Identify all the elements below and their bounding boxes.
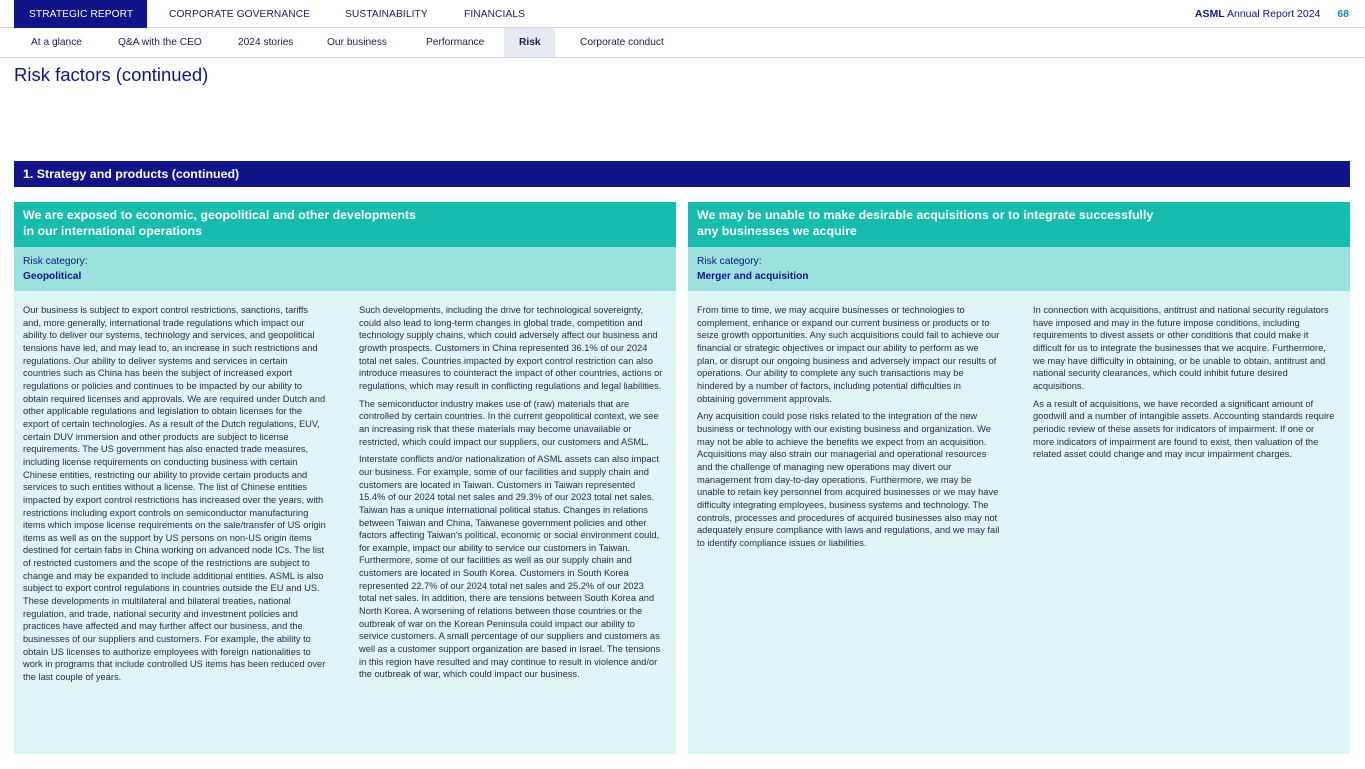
paragraph: Interstate conflicts and/or nationalization of ASML assets can also impact our business. For example, some of our facilities and supply chain and customers are located in Taiwan. Customers in Taiwan represented 15.4% of our 2024 total net sales and 29.3% of our 2023 total net sales. Taiwan has a unique international political status. Changes in relations between Taiwan and China, Taiwanese government policies and other factors affecting Taiwan's political, economic or social environment could, for example, impact our ability to service our customers in Taiwan. Furthermore, some of our facilities as well as our supply chain and customers are located in South Korea. Customers in South Korea represented 22.7% of our 2024 total net sales and 25.2% of our 2023 total net sales. In addition, there are tensions between South Korea and North Korea. A worsening of relations between those countries or the outbreak of war on the Korean Peninsula could impact our ability to service customers. A small percentage of our suppliers and customers as well as a customer support organization are based in Israel. The tensions in this region have resulted and may continue to result in violence and/or the outbreak of war, which could impact our business. xyxy=(359,454,661,680)
paragraph: Our business is subject to export control restrictions, sanctions, tariffs and, more generally, international trade regulations which impact our ability to deliver our systems, technology and services, and geopolitical tensions have led, and may lead to, an increase in such restrictions and regulations. Our ability to deliver systems and services in certain countries such as China has been the subject of increased export regulations or policies and continues to be impacted by our ability to obtain required licenses and approvals. We are required under Dutch and other applicable regulations and legislation to obtain licenses for the export of certain technologies. As a result of the Dutch regulations, EUV, certain DUV immersion and other products are subject to license requirements. The US government has also enacted trade measures, including license requirements on conducting business with certain Chinese entities, restricting our ability to provide certain products and services to such entities without a license. The list of Chinese entities impacted by export control restrictions has increased over the years, with restrictions including export controls on semiconductor manufacturing items which impose license requirements on the sale/transfer of US origin items as well as on the support by US persons on non-US origin items destined for certain fabs in China working on advanced node ICs. The list of restricted customers and the scope of the restrictions are subject to change and may be expanded to include additional entities. ASML is also subject to export control regulations in countries outside the EU and US. These developments in multilateral and bilateral treaties, national regulation, and trade, national security and investment policies and practices have affected and may further affect our business, and the businesses of our suppliers and customers. For example, the ability to obtain US licenses to authorize employees with foreign nationalities to work in programs that include controlled US items has been reduced over the last couple of years. xyxy=(23,305,326,683)
paragraph: Any acquisition could pose risks related to the integration of the new business or technology with our existing business and organization. We may not be able to achieve the benefits we expect from an acquisition. Acquisitions may also strain our managerial and operational resources and the challenge of managing new operations may divert our management from day-to-day operations. Furthermore, we may be unable to retain key personnel from acquired businesses or we may have difficulty integrating employees, business systems and technology. The controls, processes and procedures of acquired businesses also may not adequately ensure compliance with laws and regulations, and we may fail to identify compliance issues or liabilities. xyxy=(697,411,1000,548)
tab-corporate-governance[interactable]: CORPORATE GOVERNANCE xyxy=(169,9,311,20)
tab-sustainability[interactable]: SUSTAINABILITY xyxy=(345,9,428,20)
risk-heading-line: We may be unable to make desirable acquisitions or to integrate successfully xyxy=(697,208,1154,222)
subtab-qa-with-ceo[interactable]: Q&A with the CEO xyxy=(118,37,202,48)
text-column xyxy=(697,304,1001,554)
text-column xyxy=(1033,304,1337,554)
risk-category xyxy=(688,247,1350,291)
page-number: 68 xyxy=(1337,8,1349,20)
paragraph: Such developments, including the drive for technological sovereignty, could also lead to long-term changes in global trade, competition and technology supply chains, which could adversely affect our business and growth prospects. Customers in China represented 36.1% of our 2024 total net sales. Countries impacted by export control restriction can also introduce measures to counteract the impact of other countries, actions or regulations, which may result in conflicting regulations and legal liabilities. xyxy=(359,305,663,391)
subtab-corporate-conduct[interactable]: Corporate conduct xyxy=(580,37,664,48)
page-title: Risk factors (continued) xyxy=(14,64,209,85)
risk-body xyxy=(23,304,667,689)
brand-logo-text: ASML xyxy=(1194,8,1225,20)
section-title-bar: 1. Strategy and products (continued) xyxy=(14,161,1350,187)
subtab-our-business[interactable]: Our business xyxy=(327,37,388,48)
risk-category xyxy=(14,247,676,291)
top-nav xyxy=(14,0,542,28)
risk-heading-line: We are exposed to economic, geopolitical and other developments xyxy=(23,208,416,222)
risk-panel-geopolitical xyxy=(14,202,676,754)
paragraph: From time to time, we may acquire businesses or technologies to complement, enhance or expand our current business or products or to seize growth opportunities. Any such acquisitions could fail to achieve our financial or strategic objectives or impact our ability to perform as we plan, or disrupt our ongoing business and adversely impact our results of operations. Our ability to complete any such transactions may be hindered by a number of factors, including potential difficulties in obtaining government approvals. xyxy=(697,305,1000,404)
risk-heading-line: in our international operations xyxy=(23,223,202,238)
risk-category-value: Merger and acquisition xyxy=(697,271,809,282)
risk-panel-merger-acquisition xyxy=(688,202,1350,754)
risk-body xyxy=(697,304,1341,554)
risk-heading-line: any businesses we acquire xyxy=(697,223,857,238)
top-navigation-bar xyxy=(0,0,1365,28)
subtab-performance[interactable]: Performance xyxy=(426,37,485,48)
report-title: Annual Report 2024 xyxy=(1226,8,1321,20)
text-column xyxy=(23,304,327,689)
risk-category-label: Risk category: xyxy=(697,256,762,267)
subtab-risk[interactable]: Risk xyxy=(504,28,555,57)
paragraph: As a result of acquisitions, we have recorded a significant amount of goodwill and a number of intangible assets. Accounting standards require periodic review of these assets for indicators of impairment. If one or more indicators of impairment are found to exist, then valuation of the related asset could change and may incur impairment charges. xyxy=(1033,398,1335,460)
paragraph: In connection with acquisitions, antitrust and national security regulators have imposed and may in the future impose conditions, including requirements to divest assets or other conditions that could make it difficult for us to integrate the businesses that we acquire. Furthermore, we may have difficulty in obtaining, or be unable to obtain, antitrust and national security clearances, which could inhibit future desired acquisitions. xyxy=(1033,305,1329,391)
paragraph: The semiconductor industry makes use of (raw) materials that are controlled by certain countries. In the current geopolitical context, we see an increasing risk that these materials may become unavailable or restricted, which could impact our suppliers, our customers and ASML. xyxy=(359,398,659,447)
risk-category-value: Geopolitical xyxy=(23,271,82,282)
subtab-2024-stories[interactable]: 2024 stories xyxy=(238,37,294,48)
risk-heading xyxy=(688,202,1350,247)
risk-heading xyxy=(14,202,676,247)
tab-financials[interactable]: FINANCIALS xyxy=(464,9,526,20)
report-header xyxy=(1195,0,1349,28)
section-navigation-bar xyxy=(0,28,1365,58)
tab-strategic-report[interactable]: STRATEGIC REPORT xyxy=(14,0,147,28)
risk-category-label: Risk category: xyxy=(23,256,88,267)
subtab-at-a-glance[interactable]: At a glance xyxy=(31,37,82,48)
sub-nav xyxy=(14,28,685,57)
text-column xyxy=(359,304,663,689)
